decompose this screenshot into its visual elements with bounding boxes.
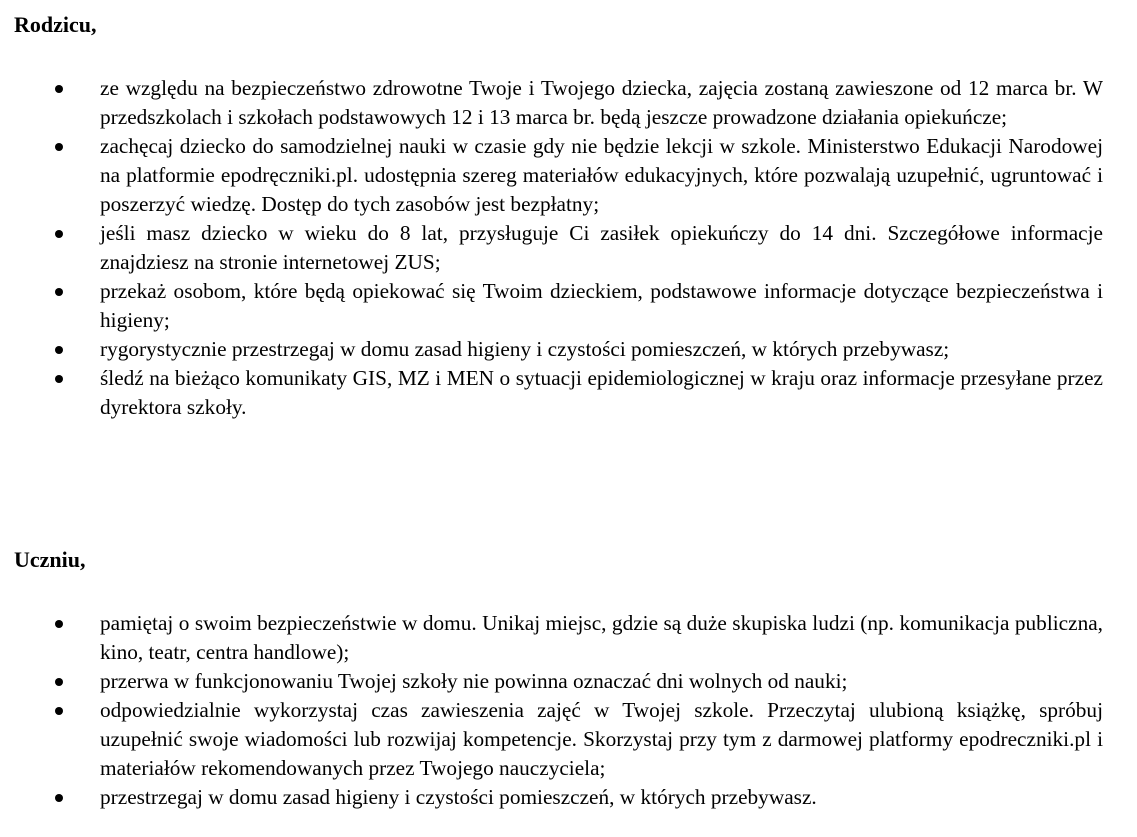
list-item-text: jeśli masz dziecko w wieku do 8 lat, przysługuje Ci zasiłek opiekuńczy do 14 dni. Szczegółowe informacje znajdziesz na stronie internetowej ZUS; [100, 221, 1103, 274]
list-item [0, 335, 1103, 364]
list-item [0, 783, 1103, 812]
list-item-text: przestrzegaj w domu zasad higieny i czystości pomieszczeń, w których przebywasz. [100, 785, 817, 809]
parent-guidance-list [0, 74, 1137, 422]
list-item [0, 667, 1103, 696]
bullet-dot-icon [55, 794, 63, 802]
list-item [0, 696, 1103, 783]
student-guidance-list [0, 609, 1137, 812]
section-heading-student: Uczniu, [14, 547, 86, 572]
bullet-dot-icon [55, 143, 63, 151]
bullet-dot-icon [55, 230, 63, 238]
list-item-text: przerwa w funkcjonowaniu Twojej szkoły nie powinna oznaczać dni wolnych od nauki; [100, 669, 848, 693]
list-item [0, 74, 1103, 132]
section-heading-parent: Rodzicu, [14, 12, 97, 37]
list-item-text: rygorystycznie przestrzegaj w domu zasad higieny i czystości pomieszczeń, w których przebywasz; [100, 337, 950, 361]
list-item-text: odpowiedzialnie wykorzystaj czas zawieszenia zajęć w Twojej szkole. Przeczytaj ulubioną książkę, spróbuj uzupełnić swoje wiadomości lub rozwijaj kompetencje. Skorzystaj przy tym z darmowej platformy epodreczniki.pl i materiałów rekomendowanych przez Twojego nauczyciela; [100, 698, 1103, 780]
bullet-dot-icon [55, 678, 63, 686]
list-item-text: zachęcaj dziecko do samodzielnej nauki w czasie gdy nie będzie lekcji w szkole. Ministerstwo Edukacji Narodowej na platformie epodręczniki.pl. udostępnia szereg materiałów edukacyjnych, które pozwalają uzupełnić, ugruntować i poszerzyć wiedzę. Dostęp do tych zasobów jest bezpłatny; [100, 134, 1103, 216]
bullet-dot-icon [55, 288, 63, 296]
list-item-text: śledź na bieżąco komunikaty GIS, MZ i MEN o sytuacji epidemiologicznej w kraju oraz informacje przesyłane przez dyrektora szkoły. [100, 366, 1103, 419]
list-item-text: pamiętaj o swoim bezpieczeństwie w domu. Unikaj miejsc, gdzie są duże skupiska ludzi (np. komunikacja publiczna, kino, teatr, centra handlowe); [100, 611, 1103, 664]
list-item [0, 132, 1103, 219]
list-item-text: przekaż osobom, które będą opiekować się Twoim dzieckiem, podstawowe informacje dotyczące bezpieczeństwa i higieny; [100, 279, 1103, 332]
list-item [0, 219, 1103, 277]
bullet-dot-icon [55, 620, 63, 628]
bullet-dot-icon [55, 85, 63, 93]
list-item [0, 277, 1103, 335]
bullet-dot-icon [55, 707, 63, 715]
list-item [0, 364, 1103, 422]
bullet-dot-icon [55, 375, 63, 383]
list-item [0, 609, 1103, 667]
list-item-text: ze względu na bezpieczeństwo zdrowotne Twoje i Twojego dziecka, zajęcia zostaną zawieszone od 12 marca br. W przedszkolach i szkołach podstawowych 12 i 13 marca br. będą jeszcze prowadzone działania opiekuńcze; [100, 76, 1103, 129]
bullet-dot-icon [55, 346, 63, 354]
